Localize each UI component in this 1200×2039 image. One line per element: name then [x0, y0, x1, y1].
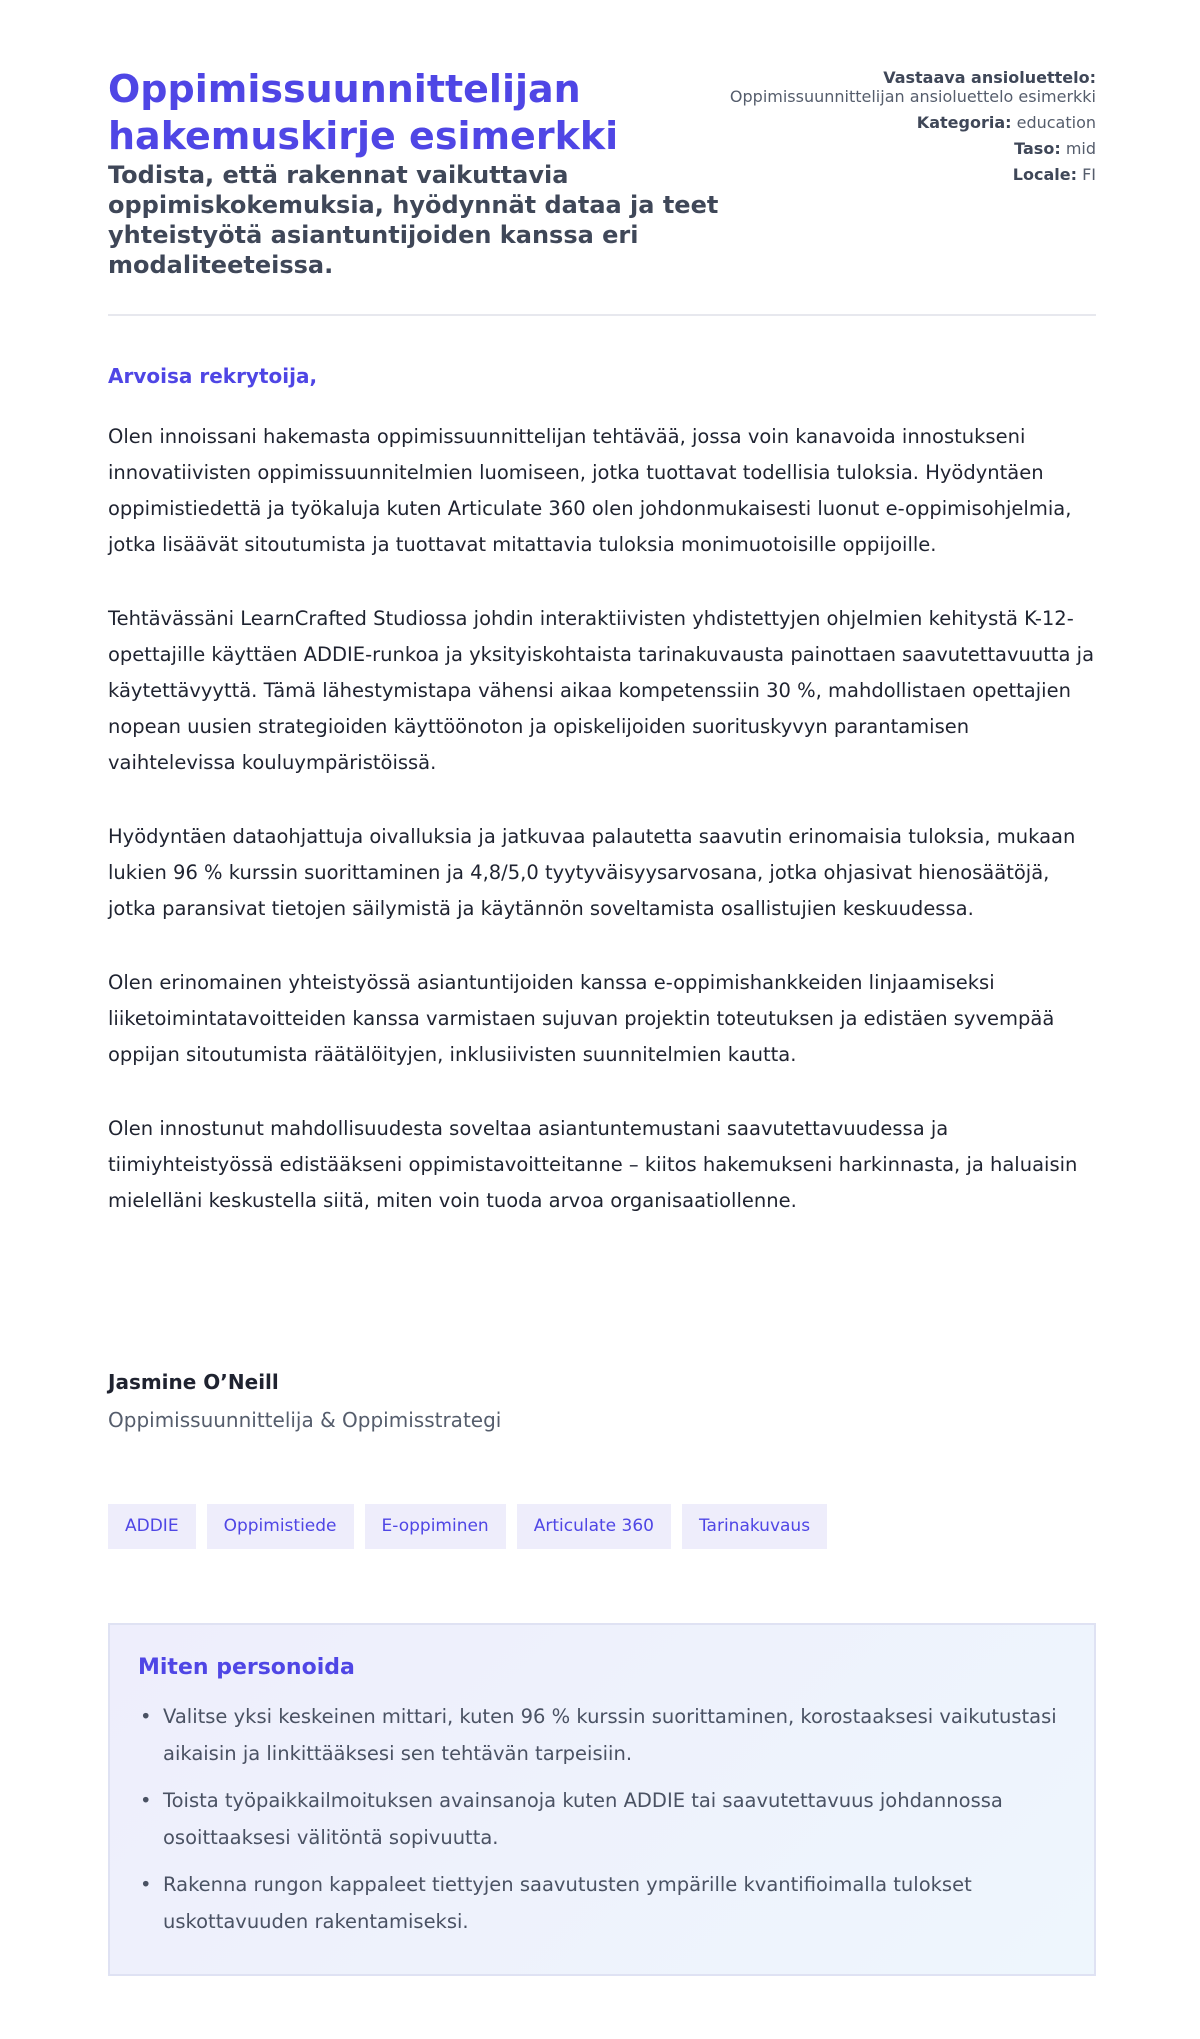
meta-resume-link[interactable]: Oppimissuunnittelijan ansioluettelo esimerkki — [729, 87, 1096, 106]
page-title: Oppimissuunnittelijan hakemuskirje esimerkki — [108, 67, 619, 158]
meta-panel — [730, 68, 1096, 191]
tips-list — [138, 1698, 1066, 1940]
meta-label: Locale: — [1012, 165, 1077, 184]
tips-title: Miten personoida — [138, 1655, 355, 1680]
paragraph: Tehtävässäni LearnCrafted Studiossa johdin interaktiivisten yhdistettyjen ohjelmien kehitystä K-12-opettajille käyttäen ADDIE-runkoa ja yksityiskohtaista tarinakuvausta painottaen saavutettavuutta ja käytettävyyttä. Tämä lähestymistapa vähensi aikaa kompetenssiin 30 %, mahdollistaen opettajien nopean uusien strategioiden käyttöönoton ja opiskelijoiden suorituskyvyn parantamisen vaihtelevissa kouluympäristöissä. — [108, 607, 1095, 774]
greeting: Arvoisa rekrytoija, — [108, 364, 318, 388]
paragraph: Olen innoissani hakemasta oppimissuunnittelijan tehtävää, jossa voin kanavoida innostukseni innovatiivisten oppimissuunnitelmien luomiseen, jotka tuottavat todellisia tuloksia. Hyödyntäen oppimistiedettä ja työkaluja kuten Articulate 360 olen johdonmukaisesti luonut e-oppimisohjelmia, jotka lisäävät sitoutumista ja tuottavat mitattavia tuloksia monimuotoisille oppijoille. — [108, 425, 1072, 556]
meta-value: education — [1016, 113, 1096, 132]
meta-category — [730, 113, 1096, 132]
signature-title: Oppimissuunnittelija & Oppimisstrategi — [108, 1408, 502, 1432]
meta-value: mid — [1065, 139, 1096, 158]
letter-body — [108, 419, 1096, 1257]
paragraph: Olen erinomainen yhteistyössä asiantuntijoiden kanssa e-oppimishankkeiden linjaamiseksi liiketoimintatavoitteiden kanssa varmistaen sujuvan projektin toteutuksen ja edistäen syvempää oppijan sitoutumista räätälöityjen, inklusiivisten suunnitelmien kautta. — [108, 971, 1055, 1066]
meta-level — [730, 139, 1096, 158]
page-header — [108, 0, 1096, 316]
tag: Articulate 360 — [517, 1504, 671, 1549]
meta-locale — [730, 165, 1096, 184]
page-subtitle: Todista, että rakennat vaikuttavia oppimiskokemuksia, hyödynnät dataa ja teet yhteistyötä asiantuntijoiden kanssa eri modaliteeteissa. — [108, 161, 719, 279]
paragraph: Olen innostunut mahdollisuudesta soveltaa asiantuntemustani saavutettavuudessa ja tiimiyhteistyössä edistääkseni oppimistavoitteitanne – kiitos hakemukseni harkinnasta, ja haluaisin mielelläni keskustella siitä, miten voin tuoda arvoa organisaatiollenne. — [108, 1117, 1078, 1212]
tag: Oppimistiede — [207, 1504, 354, 1549]
personalization-tips — [108, 1623, 1096, 1976]
tag: Tarinakuvaus — [682, 1504, 827, 1549]
tip-item: • Toista työpaikkailmoituksen avainsanoja kuten ADDIE tai saavutettavuus johdannossa osoittaaksesi välitöntä sopivuutta. — [138, 1782, 1066, 1856]
cover-letter-page — [108, 0, 1096, 1933]
paragraph: Hyödyntäen dataohjattuja oivalluksia ja jatkuvaa palautetta saavutin erinomaisia tuloksia, mukaan lukien 96 % kurssin suorittaminen ja 4,8/5,0 tyytyväisyysarvosana, jotka ohjasivat hienosäätöjä, jotka paransivat tietojen säilymistä ja käytännön soveltamista osallistujien keskuudessa. — [108, 825, 1076, 920]
meta-label: Kategoria: — [916, 113, 1012, 132]
meta-label: Vastaava ansioluettelo: — [883, 68, 1096, 87]
skill-tags — [108, 1504, 827, 1549]
tip-item: • Valitse yksi keskeinen mittari, kuten 96 % kurssin suorittaminen, korostaaksesi vaikutustasi aikaisin ja linkittääksesi sen tehtävän tarpeisiin. — [138, 1698, 1066, 1772]
meta-value: FI — [1082, 165, 1096, 184]
signature — [108, 1370, 501, 1432]
tag: E-oppiminen — [365, 1504, 506, 1549]
meta-label: Taso: — [1014, 139, 1061, 158]
meta-resume — [730, 68, 1096, 106]
tip-item: • Rakenna rungon kappaleet tiettyjen saavutusten ympärille kvantifioimalla tulokset uskottavuuden rakentamiseksi. — [138, 1866, 1066, 1940]
signature-name: Jasmine O’Neill — [108, 1370, 279, 1394]
tag: ADDIE — [108, 1504, 196, 1549]
